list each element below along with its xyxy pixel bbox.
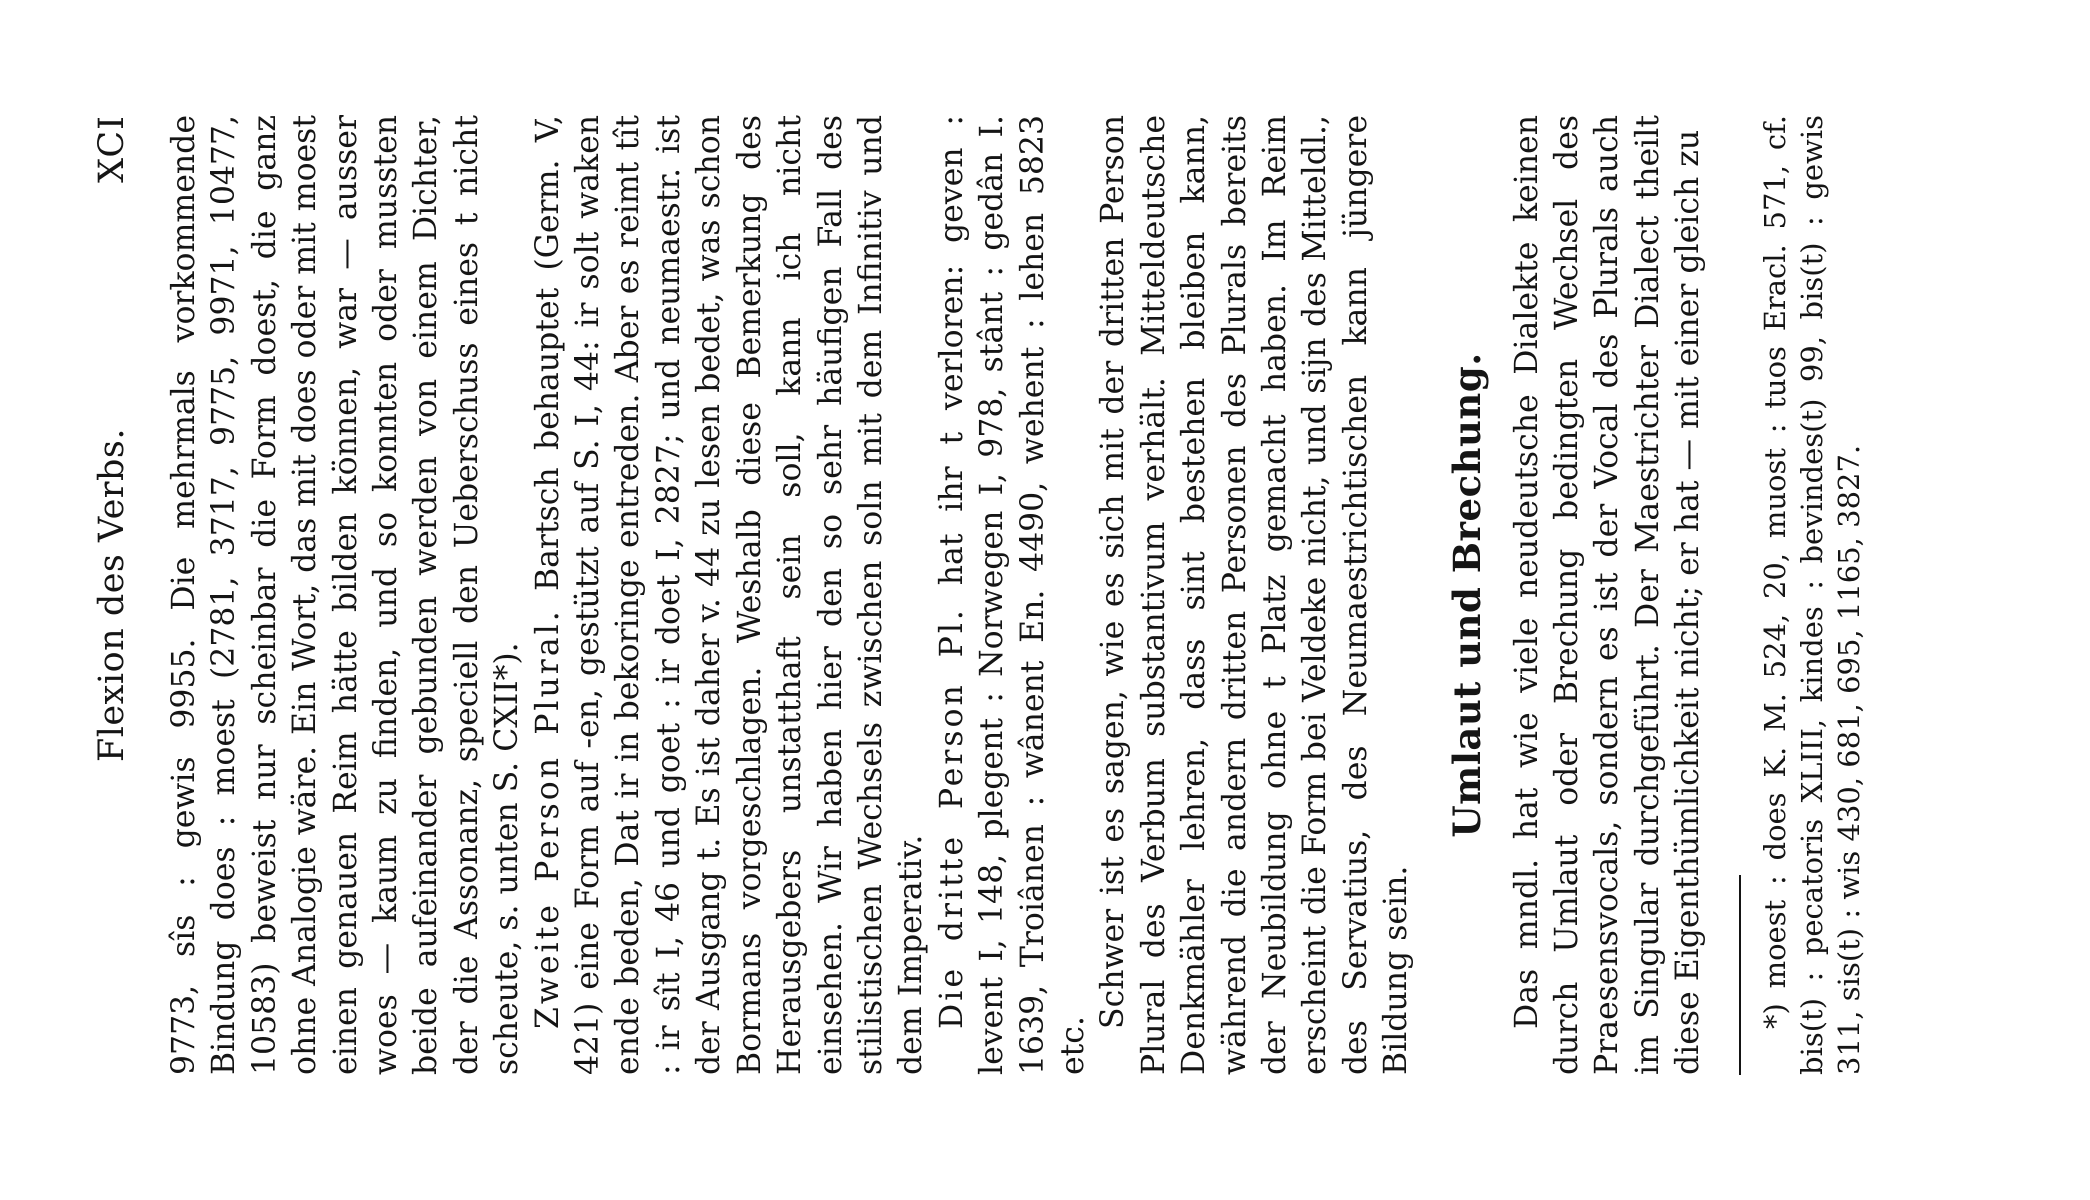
paragraph-3-body: hat ihr t verloren: geven : levent I, 148, plegent : Norwegen I, 978, stânt : gedân I. 1639, Troiânen : wânent En. 4490, wehent : lehen 5823 etc. [933, 115, 1091, 1075]
page-content [92, 115, 1868, 1075]
section-heading: Umlaut und Brechung. [1444, 352, 1489, 838]
page-number: XCI [92, 115, 132, 183]
paragraph-2-lead: Zweite Person Plural. [529, 608, 566, 1029]
footnote-divider [1739, 875, 1741, 1075]
paragraph-4: Schwer ist es sagen, wie es sich mit der dritten Person Plural des Verbum substantivum verhält. Mitteldeutsche Denkmähler lehren, dass sint bestehen bleiben kann, während die andern dritten Personen des Plurals bereits der Neubildung ohne t Platz gemacht haben. Im Reim erscheint die Form bei Veldeke nicht, und sijn des Mitteldl., des Servatius, des Neumaestrichtischen kann jüngere Bildung sein. [1095, 115, 1415, 1075]
paragraph-3 [932, 115, 1094, 1075]
section-paragraph: Das mndl. hat wie viele neudeutsche Dialekte keinen durch Umlaut oder Brechung bedingten Wechsel des Praesensvocals, sondern es ist der Vocal des Plurals auch im Singular durchgeführt. Der Maestrichter Dialect theilt diese Eigenthümlichkeit nicht; er hat — mit einer gleich zu [1508, 115, 1707, 1075]
body-text [164, 115, 1709, 1075]
paragraph-1: 9773, sîs : gewis 9955. Die mehrmals vorkommende Bindung does : moest (2781, 3717, 9775, 9971, 10477, 10583) beweist nur scheinbar die Form doest, die ganz ohne Analogie wäre. Ein Wort, das mit does oder mit moest einen genauen Reim hätte bilden können, war — ausser woes — kaum zu finden, und so konnten oder mussten beide aufeinander gebunden werden von einem Dichter, der die Assonanz, speciell den Ueberschuss eines t nicht scheute, s. unten S. CXII*). [166, 115, 526, 1075]
paragraph-2-body: Bartsch behauptet (Germ. V, 421) eine Form auf -en, gestützt auf S. I, 44: ir solt waken ende beden, Dat ir in bekoringe entreden. Aber es reimt tît : ir sît I, 46 und goet : ir doet I, 2827; und neumaestr. ist der Ausgang t. Es ist daher v. 44 zu lesen bedet, was schon Bormans vorgeschlagen. Weshalb diese Bemerkung des Herausgebers unstatthaft sein soll, kann ich nicht einsehen. Wir haben hier den so sehr häufigen Fall des stilistischen Wechsels zwischen soln mit dem Infinitiv und dem Imperativ. [529, 115, 930, 1075]
running-header [92, 115, 164, 1075]
paragraph-3-lead: Die dritte Person Pl. [933, 607, 970, 1029]
footnote-text: *) moest : does K. M. 524, 20, muost : tuos Eracl. 571, cf. bis(t) : pecatoris XLIII, kindes : bevindes(t) 99, bis(t) : gewis 311, sis(t) : wis 430, 681, 695, 1165, 3827. [1757, 115, 1866, 1075]
paragraph-2 [528, 115, 932, 1075]
running-title: Flexion des Verbs. [92, 427, 132, 763]
footnote [1757, 115, 1868, 1075]
